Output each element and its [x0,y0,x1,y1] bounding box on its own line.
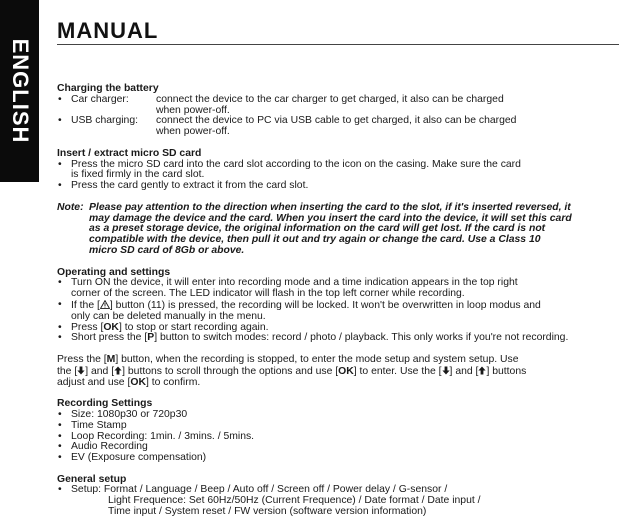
sd-insert-text-2: is fixed firmly in the card slot. [71,169,205,181]
list-item [57,160,619,182]
car-charger-text: connect the device to the car charger to get charged, it also can be charged [156,93,504,105]
list-item [57,333,619,344]
list-item: • Size: 1080p30 or 720p30 [57,410,619,421]
usb-charging-text: connect the device to PC via USB cable to get charged, it also can be charged [156,115,517,127]
page-title: MANUAL [57,18,159,43]
list-item [57,181,619,192]
setup-line-1: Setup: Format / Language / Beep / Auto off / Screen off / Power delay / G-sensor / [71,484,448,496]
warning-triangle-icon [100,300,110,309]
operating-heading: Operating and settings [57,266,171,278]
list-item [57,278,619,300]
lock-text-2: only can be deleted manually in the menu. [71,310,266,322]
up-arrow-icon [114,366,122,375]
lock-text-post: ] button (11) is pressed, the recording will be locked. It won't be overwritten in loop modus and [109,299,541,311]
mode-text-g: ] and [ [449,365,479,377]
title-divider [57,44,619,45]
ok-key: OK [103,321,119,333]
list-item: • EV (Exposure compensation) [57,453,619,464]
note-line-3: as a preset storage device, the original information on the card will get lost. If the card is not [89,223,546,235]
down-arrow-icon [442,366,450,375]
mode-setup-paragraph [57,355,619,388]
ok-text-post: ] to stop or start recording again. [118,321,269,333]
recording-settings-section [57,399,619,464]
general-setup-heading: General setup [57,473,127,485]
sd-card-heading: Insert / extract micro SD card [57,147,202,159]
car-charger-label: • Car charger: [71,93,129,105]
list-item: • Time Stamp [57,421,619,432]
p-key: P [147,332,155,344]
note-label: Note: [57,201,84,213]
sd-insert-text: Press the micro SD card into the card slot according to the icon on the casing. Make sure the card [71,158,521,170]
lock-text-pre: If the [ [71,299,100,311]
mode-text-h: ] buttons [486,365,527,377]
mode-text-a: Press the [ [57,353,107,365]
list-item [57,95,619,117]
note-line-2: may damage the device and the card. When you insert the card into the device, it will set this card [89,212,572,224]
note-line-1: Please pay attention to the direction when inserting the card to the slot, if it's inserted reversed, it [89,201,571,213]
language-label: ENGLISH [7,38,33,144]
mode-text-d: ] and [ [85,365,115,377]
manual-content [57,84,619,518]
usb-charging-label: • USB charging: [71,115,138,127]
charging-heading: Charging the battery [57,83,159,94]
m-key: M [106,353,116,365]
list-item [57,116,619,138]
ok-key: OK [338,365,354,377]
list-item: • Loop Recording: 1min. / 3mins. / 5mins. [57,432,619,443]
mode-text-b: ] button, when the recording is stopped, to enter the mode setup and system setup. Use [115,353,519,365]
list-item [57,485,619,517]
p-text-post: ] button to switch modes: record / photo / playback. This only works if you're not recording. [154,332,569,344]
mode-text-f: ] to enter. Use the [ [353,365,442,377]
general-setup-section [57,475,619,518]
ok-key: OK [130,376,146,388]
charging-section [57,84,619,138]
setup-line-3: Time input / System reset / FW version (software version information) [108,506,427,518]
sd-card-section [57,149,619,192]
list-item: • Audio Recording [57,442,619,453]
mode-text-j: ] to confirm. [145,376,201,388]
mode-text-c: the [ [57,365,78,377]
ok-text-pre: Press [ [71,321,104,333]
note-line-5: micro SD card of 8Gb or above. [89,244,245,256]
mode-text-e: ] buttons to scroll through the options and use [ [122,365,339,377]
setup-line-2: Light Frequence: Set 60Hz/50Hz (Current Frequence) / Date format / Date input / [108,495,481,507]
note-line-4: compatible with the device, then pull it out and try again or change the card. Use a Class 10 [89,234,541,246]
car-charger-text-2: when power-off. [156,104,230,116]
sd-extract-text: Press the card gently to extract it from the card slot. [71,180,309,192]
language-side-tab [0,0,39,182]
operating-section [57,268,619,345]
power-on-text: Turn ON the device, it will enter into recording mode and a time indication appears in the top right [71,277,518,289]
usb-charging-text-2: when power-off. [156,126,230,138]
p-text-pre: Short press the [ [71,332,148,344]
mode-text-i: adjust and use [ [57,376,131,388]
power-on-text-2: corner of the screen. The LED indicator will flash in the top left corner while recording. [71,288,465,300]
note-block [57,203,619,257]
recording-settings-heading: Recording Settings [57,398,153,410]
list-item [57,300,619,323]
